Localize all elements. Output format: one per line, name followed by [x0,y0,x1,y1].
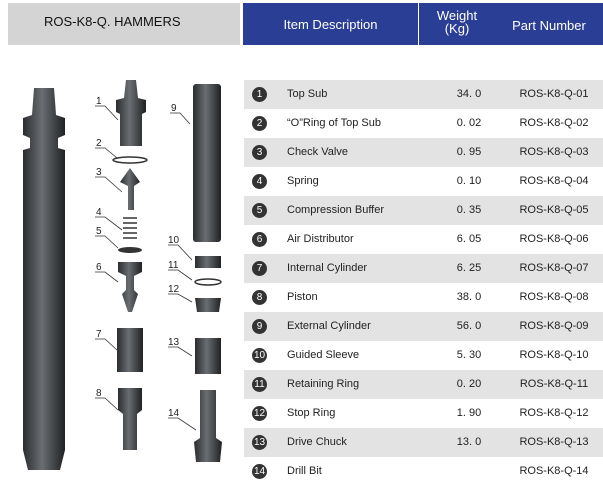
item-part-number: ROS-K8-Q-08 [519,291,589,303]
item-part-number: ROS-K8-Q-14 [519,465,589,477]
item-weight: 13. 0 [456,436,482,448]
item-weight: 6. 05 [456,233,482,245]
item-number-badge: 9 [252,319,267,334]
item-part-number: ROS-K8-Q-06 [519,233,589,245]
item-weight: 0. 20 [456,378,482,390]
callout-lines [95,106,196,430]
item-weight: 0. 95 [456,146,482,158]
item-description: Drive Chuck [287,436,347,448]
item-part-number: ROS-K8-Q-07 [519,262,589,274]
svg-text:8: 8 [96,388,102,399]
header-item-description: Item Description [283,17,378,32]
item-weight: 0. 02 [456,117,482,129]
item-number-badge: 2 [252,116,267,131]
item-description: External Cylinder [287,320,371,332]
item-weight: 0. 35 [456,204,482,216]
table-row [244,167,603,196]
item-description: Compression Buffer [287,204,385,216]
item-weight: 38. 0 [456,291,482,303]
table-row [244,109,603,138]
header-weight-label: Weight [436,8,478,23]
table-row [244,196,603,225]
table-row [244,254,603,283]
table-row [244,341,603,370]
item-number-badge: 14 [253,466,266,477]
svg-text:10: 10 [168,235,180,246]
item-description: Internal Cylinder [287,262,368,274]
svg-text:13: 13 [168,337,180,348]
svg-text:6: 6 [96,262,102,273]
item-part-number: ROS-K8-Q-03 [519,146,589,158]
header-weight-unit: (Kg) [444,21,470,36]
item-description: Piston [287,291,318,303]
table-row [244,80,603,109]
svg-text:9: 9 [171,103,177,114]
svg-text:11: 11 [168,260,179,271]
header-weight [419,9,495,35]
part-images [113,80,222,462]
item-weight: 5. 30 [456,349,482,361]
item-description: Top Sub [287,88,328,100]
table-row [244,457,603,486]
item-number-badge: 11 [252,377,267,392]
svg-text:12: 12 [168,284,180,295]
item-part-number: ROS-K8-Q-02 [519,117,589,129]
item-description: Check Valve [287,146,348,158]
svg-text:4: 4 [96,207,102,218]
item-weight: 0. 10 [456,175,482,187]
item-number-badge: 8 [252,290,267,305]
table-row [244,399,603,428]
svg-text:3: 3 [96,167,102,178]
table-row [244,312,603,341]
item-number-badge: 13 [253,437,266,448]
item-number-badge: 12 [253,408,266,419]
exploded-hammer-diagram [0,50,240,486]
svg-text:1: 1 [96,96,102,107]
svg-text:7: 7 [96,329,102,340]
item-number-badge: 10 [253,350,266,361]
item-number-badge: 4 [252,174,267,189]
header-part-number: Part Number [512,18,586,33]
table-row [244,138,603,167]
page-title: ROS-K8-Q. HAMMERS [8,3,240,45]
item-part-number: ROS-K8-Q-05 [519,204,589,216]
item-description: Air Distributor [287,233,354,245]
svg-text:14: 14 [168,408,180,419]
assembled-hammer-image [23,88,65,470]
item-description: Retaining Ring [287,378,360,390]
item-description: Stop Ring [287,407,336,419]
item-description: “O”Ring of Top Sub [287,117,381,129]
item-weight: 34. 0 [456,88,482,100]
item-part-number: ROS-K8-Q-09 [519,320,589,332]
item-description: Drill Bit [287,465,322,477]
table-row [244,225,603,254]
item-part-number: ROS-K8-Q-13 [519,436,589,448]
parts-table [244,80,603,486]
item-number-badge: 5 [252,203,267,218]
item-number-badge: 3 [252,145,267,160]
item-part-number: ROS-K8-Q-04 [519,175,589,187]
item-description: Guided Sleeve [287,349,360,361]
table-row [244,370,603,399]
item-weight: 6. 25 [456,262,482,274]
item-weight: 1. 90 [456,407,482,419]
item-number-badge: 1 [252,87,267,102]
svg-text:2: 2 [96,138,102,149]
item-weight: 56. 0 [456,320,482,332]
table-header [243,3,603,45]
item-part-number: ROS-K8-Q-11 [519,378,589,390]
svg-text:5: 5 [96,226,102,237]
table-row [244,283,603,312]
item-description: Spring [287,175,319,187]
item-number-badge: 7 [252,261,267,276]
item-number-badge: 6 [252,232,267,247]
item-part-number: ROS-K8-Q-10 [519,349,589,361]
table-row [244,428,603,457]
item-part-number: ROS-K8-Q-01 [519,88,589,100]
item-part-number: ROS-K8-Q-12 [519,407,589,419]
